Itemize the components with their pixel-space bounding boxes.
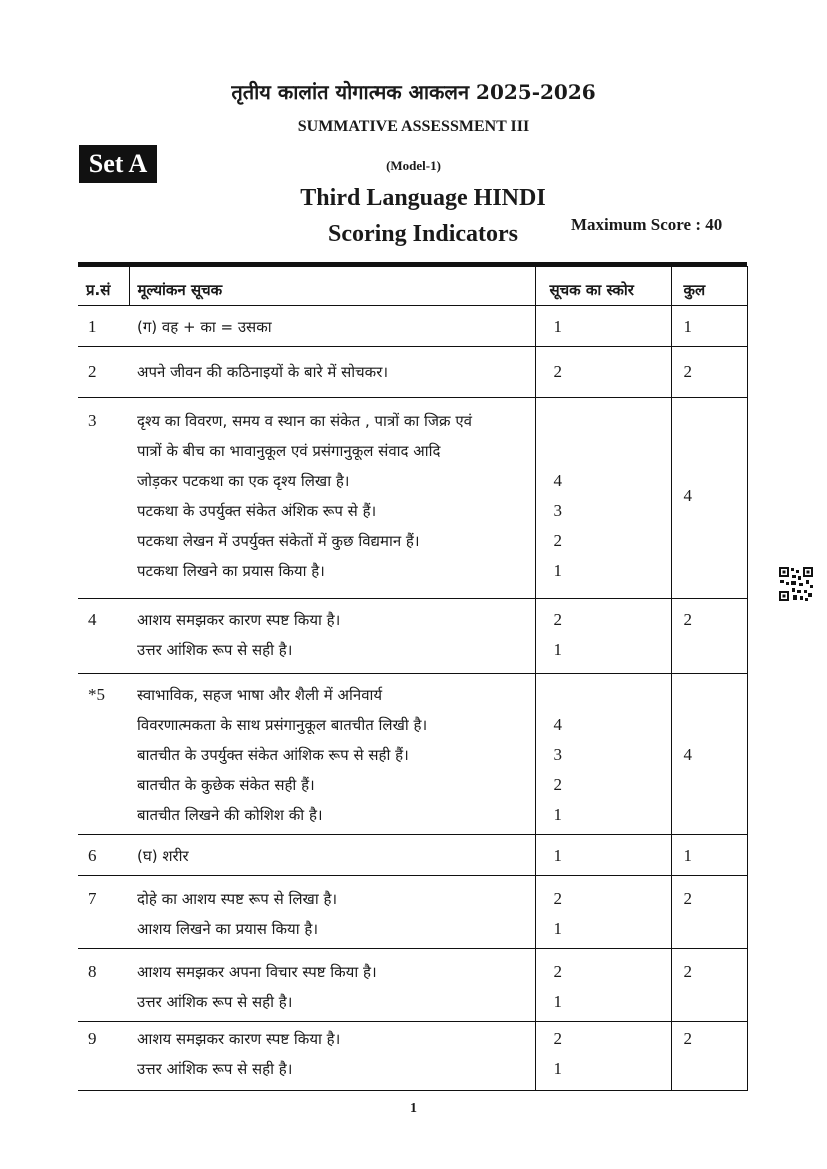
indicator-line: पटकथा लेखन में उपर्युक्त संकेतों में कुछ विद्यमान हैं। [137, 532, 420, 550]
table-row [78, 398, 747, 599]
indicator-score: 1 [553, 640, 562, 659]
header-total: कुल [671, 267, 747, 306]
table-row [78, 1022, 747, 1091]
indicator-score [536, 406, 671, 436]
table-row [78, 949, 747, 1022]
indicator-line: अपने जीवन की कठिनाइयों के बारे में सोचकर। [137, 363, 389, 381]
indicator-score: 2 [553, 775, 562, 794]
page-number: 1 [410, 1101, 417, 1116]
total-score: 4 [683, 486, 692, 505]
indicator-line: (ग) वह + का = उसका [137, 318, 272, 336]
indicator-score: 1 [553, 805, 562, 824]
indicator-line: जोड़कर पटकथा का एक दृश्य लिखा है। [137, 472, 350, 490]
header-score: सूचक का स्कोर [535, 267, 671, 306]
indicator-score: 3 [553, 501, 562, 520]
indicator-score [536, 680, 671, 710]
indicator-score: 2 [553, 610, 562, 629]
total-score: 1 [683, 317, 692, 336]
total-score: 2 [683, 962, 692, 981]
indicator-line: बातचीत के उपर्युक्त संकेत आंशिक रूप से सही हैं। [137, 746, 409, 764]
score-cell [535, 835, 671, 876]
question-number-cell [78, 347, 129, 398]
question-number-cell [78, 949, 129, 1022]
title-english: SUMMATIVE ASSESSMENT III [297, 118, 530, 135]
table-header-row [78, 267, 747, 306]
indicator-score: 3 [553, 745, 562, 764]
indicator-line: आशय समझकर कारण स्पष्ट किया है। [137, 611, 341, 629]
title-hindi: तृतीय कालांत योगात्मक आकलन 2025-2026 [231, 80, 596, 104]
total-cell [671, 599, 747, 674]
table-row [78, 876, 747, 949]
total-cell [671, 876, 747, 949]
subject-title: Third Language HINDI [300, 185, 546, 211]
total-score: 2 [683, 889, 692, 908]
indicator-score: 2 [553, 362, 562, 381]
indicator-line: उत्तर आंशिक रूप से सही है। [137, 993, 293, 1011]
indicator-cell [129, 398, 535, 599]
total-cell [671, 674, 747, 835]
indicator-cell [129, 674, 535, 835]
indicator-score: 2 [553, 889, 562, 908]
max-score: Maximum Score : 40 [571, 215, 723, 234]
indicator-cell [129, 1022, 535, 1091]
score-cell [535, 1022, 671, 1091]
qr-code-icon [778, 566, 814, 602]
table-row [78, 674, 747, 835]
question-number-cell [78, 876, 129, 949]
total-cell [671, 398, 747, 599]
total-score: 2 [683, 362, 692, 381]
total-score: 1 [683, 846, 692, 865]
question-number-cell [78, 835, 129, 876]
set-badge: Set A [79, 145, 157, 183]
indicator-line: (घ) शरीर [137, 847, 189, 865]
question-number: 8 [88, 962, 97, 981]
indicator-line: दृश्य का विवरण, समय व स्थान का संकेत , पात्रों का जिक्र एवं [137, 412, 472, 430]
question-number-cell [78, 599, 129, 674]
question-number: *5 [88, 685, 105, 704]
indicator-cell [129, 599, 535, 674]
question-number: 9 [88, 1029, 97, 1048]
score-cell [535, 674, 671, 835]
indicator-line: पटकथा लिखने का प्रयास किया है। [137, 562, 325, 580]
indicator-score: 1 [553, 317, 562, 336]
scoring-table [78, 262, 747, 1091]
indicator-line: बातचीत के कुछेक संकेत सही हैं। [137, 776, 315, 794]
indicator-line: आशय समझकर कारण स्पष्ट किया है। [137, 1030, 341, 1048]
scoring-title: Scoring Indicators [327, 221, 518, 247]
model-label: (Model-1) [386, 158, 441, 173]
indicator-line: आशय लिखने का प्रयास किया है। [137, 920, 319, 938]
indicator-cell [129, 835, 535, 876]
score-cell [535, 347, 671, 398]
indicator-cell [129, 949, 535, 1022]
table-row [78, 835, 747, 876]
score-cell [535, 949, 671, 1022]
question-number: 2 [88, 362, 97, 381]
indicator-cell [129, 347, 535, 398]
indicator-score: 1 [553, 919, 562, 938]
indicator-score: 2 [553, 962, 562, 981]
total-score: 4 [683, 745, 692, 764]
indicator-score: 1 [553, 561, 562, 580]
header-question-no: प्र.सं [78, 267, 129, 306]
total-cell [671, 835, 747, 876]
question-number: 1 [88, 317, 97, 336]
indicator-line: पात्रों के बीच का भावानुकूल एवं प्रसंगानुकूल संवाद आदि [137, 442, 441, 460]
question-number: 3 [88, 411, 97, 430]
indicator-line: स्वाभाविक, सहज भाषा और शैली में अनिवार्य [137, 686, 383, 704]
score-cell [535, 876, 671, 949]
table-row [78, 306, 747, 347]
indicator-line: उत्तर आंशिक रूप से सही है। [137, 1060, 293, 1078]
total-cell [671, 949, 747, 1022]
question-number-cell [78, 306, 129, 347]
indicator-cell [129, 306, 535, 347]
question-number-cell [78, 1022, 129, 1091]
total-cell [671, 347, 747, 398]
indicator-line: बातचीत लिखने की कोशिश की है। [137, 806, 323, 824]
question-number: 4 [88, 610, 97, 629]
indicator-line: आशय समझकर अपना विचार स्पष्ट किया है। [137, 963, 377, 981]
indicator-cell [129, 876, 535, 949]
indicator-score: 1 [553, 1059, 562, 1078]
total-score: 2 [683, 610, 692, 629]
score-cell [535, 306, 671, 347]
indicator-score: 2 [553, 531, 562, 550]
total-score: 2 [683, 1029, 692, 1048]
score-cell [535, 398, 671, 599]
total-cell [671, 1022, 747, 1091]
question-number-cell [78, 674, 129, 835]
header-indicator: मूल्यांकन सूचक [129, 267, 535, 306]
question-number-cell [78, 398, 129, 599]
indicator-line: पटकथा के उपर्युक्त संकेत अंशिक रूप से हैं। [137, 502, 377, 520]
table-row [78, 347, 747, 398]
total-cell [671, 306, 747, 347]
indicator-line: विवरणात्मकता के साथ प्रसंगानुकूल बातचीत लिखी है। [137, 716, 428, 734]
indicator-score: 1 [553, 846, 562, 865]
table-row [78, 599, 747, 674]
indicator-score: 4 [553, 715, 562, 734]
indicator-score [536, 436, 671, 466]
indicator-score: 1 [553, 992, 562, 1011]
indicator-score: 2 [553, 1029, 562, 1048]
score-cell [535, 599, 671, 674]
question-number: 7 [88, 889, 97, 908]
question-number: 6 [88, 846, 97, 865]
indicator-score: 4 [553, 471, 562, 490]
indicator-line: दोहे का आशय स्पष्ट रूप से लिखा है। [137, 890, 338, 908]
indicator-line: उत्तर आंशिक रूप से सही है। [137, 641, 293, 659]
